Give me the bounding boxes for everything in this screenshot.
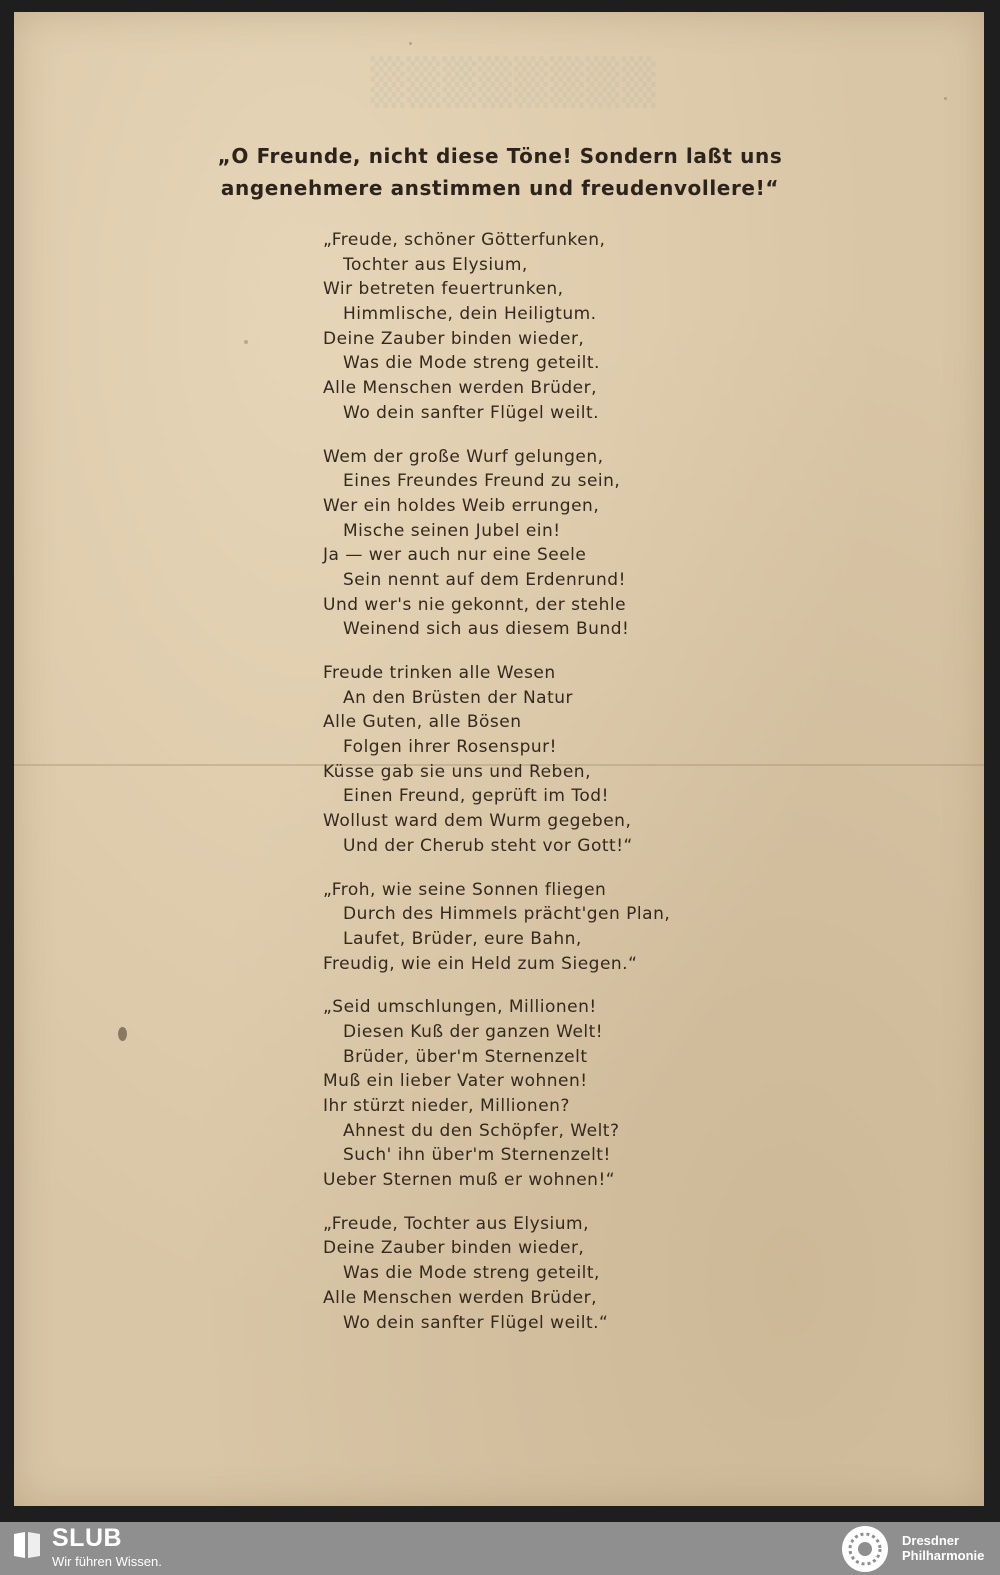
poem-stanza [323, 995, 743, 1193]
footer-bar [0, 1522, 1000, 1575]
partner-name-line1: Dresdner [902, 1533, 960, 1548]
bleed-through-text: ▒▒▒▒▒▒▒▒ [370, 57, 658, 108]
poem-line: Wer ein holdes Weib errungen, [323, 495, 600, 516]
poem-line: Wo dein sanfter Flügel weilt.“ [343, 1312, 609, 1333]
poem-line: Durch des Himmels prächt'gen Plan, [343, 904, 671, 925]
partner-name-line2: Philharmonie [902, 1548, 985, 1563]
poem-line: „Froh, wie seine Sonnen fliegen [323, 879, 607, 900]
poem-line: Freudig, wie ein Held zum Siegen.“ [323, 953, 638, 974]
poem-stanza [323, 228, 743, 426]
poem-line: Folgen ihrer Rosenspur! [343, 737, 557, 758]
headline-line: „O Freunde, nicht diese Töne! Sondern laßt uns [217, 144, 783, 168]
poem-line: Deine Zauber binden wieder, [323, 1238, 585, 1259]
poem-line: „Freude, schöner Götterfunken, [323, 230, 606, 250]
poem-line: Ihr stürzt nieder, Millionen? [323, 1096, 570, 1116]
poem-line: Und wer's nie gekonnt, der stehle [323, 594, 627, 615]
slub-name: SLUB [52, 1524, 123, 1552]
poem-line: Küsse gab sie uns und Reben, [323, 761, 591, 782]
paper-speck [944, 97, 947, 100]
poem-line: Eines Freundes Freund zu sein, [343, 471, 621, 492]
poem-line: Und der Cherub steht vor Gott!“ [343, 835, 633, 856]
paper-speck [409, 42, 412, 45]
poem-line: Alle Guten, alle Bösen [323, 712, 522, 733]
poem-line: Such' ihn über'm Sternenzelt! [343, 1145, 611, 1166]
poem-body [323, 228, 743, 1354]
poem-line: Laufet, Brüder, eure Bahn, [343, 928, 582, 949]
poem-line: Sein nennt auf dem Erdenrund! [343, 569, 626, 590]
poem-line: An den Brüsten der Natur [343, 687, 574, 708]
poem-stanza [323, 661, 743, 859]
partner-name [902, 1533, 984, 1563]
poem-line: Tochter aus Elysium, [343, 254, 528, 275]
slub-book-icon [12, 1530, 42, 1560]
poem-line: Ahnest du den Schöpfer, Welt? [343, 1120, 620, 1141]
poem-stanza [323, 878, 743, 977]
poem-stanza [323, 445, 743, 643]
poem-line: Diesen Kuß der ganzen Welt! [343, 1021, 604, 1042]
poem-line: Mische seinen Jubel ein! [343, 520, 561, 541]
poem-line: „Seid umschlungen, Millionen! [323, 997, 597, 1018]
poem-line: Freude trinken alle Wesen [323, 663, 556, 683]
paper-speck [118, 1027, 127, 1041]
poem-line: Was die Mode streng geteilt. [343, 353, 600, 374]
poem-line: Ja — wer auch nur eine Seele [323, 545, 587, 566]
poem-line: „Freude, Tochter aus Elysium, [323, 1213, 589, 1234]
poem-line: Wo dein sanfter Flügel weilt. [343, 402, 600, 423]
poem-line: Brüder, über'm Sternenzelt [343, 1046, 588, 1067]
poem-line: Alle Menschen werden Brüder, [323, 378, 598, 399]
poem-line: Einen Freund, geprüft im Tod! [343, 786, 609, 807]
poem-stanza [323, 1212, 743, 1335]
paper-speck [244, 340, 248, 344]
poem-line: Wir betreten feuertrunken, [323, 279, 564, 300]
slub-tagline: Wir führen Wissen. [52, 1554, 162, 1569]
poem-line: Weinend sich aus diesem Bund! [343, 619, 630, 640]
poem-line: Was die Mode streng geteilt, [343, 1263, 600, 1284]
poem-line: Wem der große Wurf gelungen, [323, 446, 604, 467]
poem-line: Ueber Sternen muß er wohnen!“ [323, 1170, 616, 1191]
poem-line: Wollust ward dem Wurm gegeben, [323, 811, 632, 832]
poem-line: Muß ein lieber Vater wohnen! [323, 1071, 588, 1092]
poem-line: Alle Menschen werden Brüder, [323, 1287, 598, 1308]
poem-line: Himmlische, dein Heiligtum. [343, 304, 597, 325]
poem-headline [150, 140, 850, 204]
headline-line: angenehmere anstimmen und freudenvollere!“ [220, 176, 780, 200]
dresdner-philharmonie-logo-icon [840, 1524, 890, 1574]
poem-line: Deine Zauber binden wieder, [323, 328, 585, 349]
